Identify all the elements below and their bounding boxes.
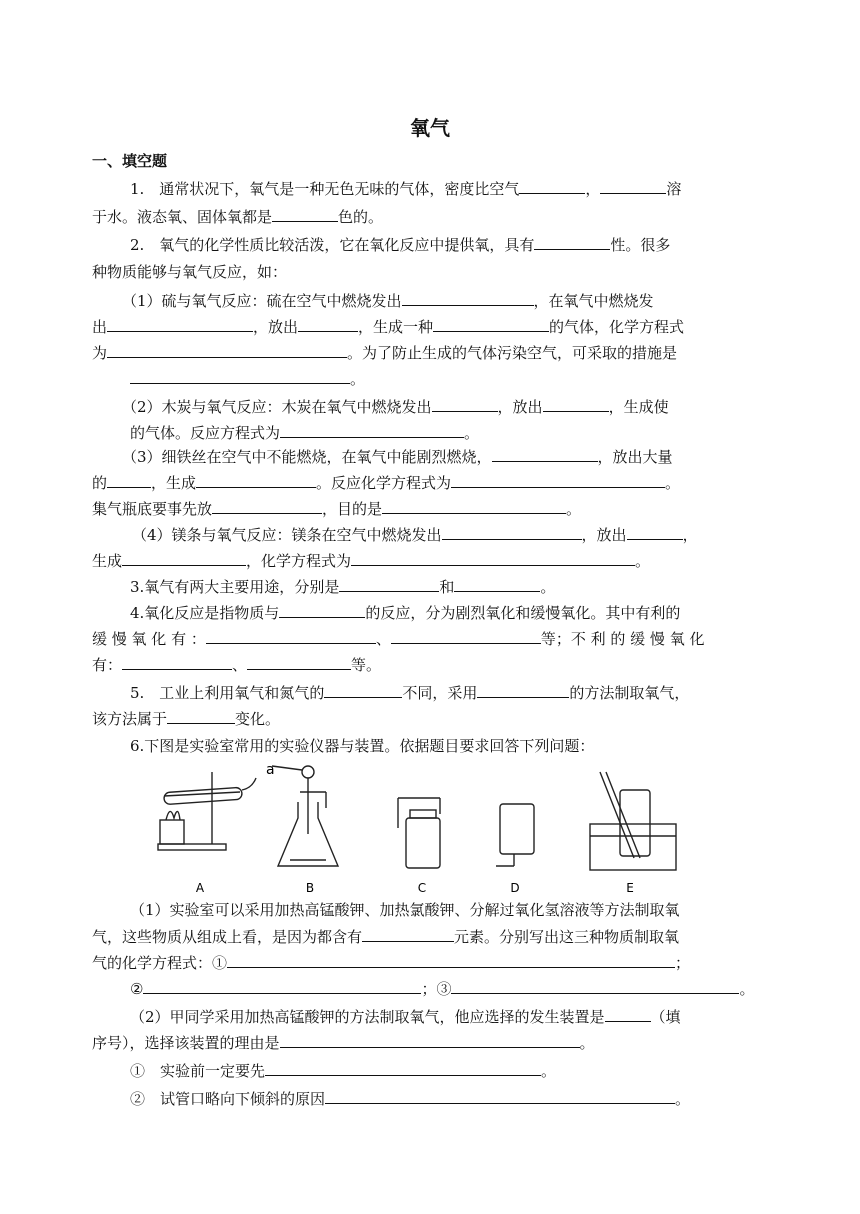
text-line: 生成 ，化学方程式为 。 [92, 552, 651, 570]
text-line: 的气体。反应方程式为 。 [130, 424, 480, 442]
blank-field[interactable] [451, 978, 739, 994]
apparatus-b [272, 766, 338, 866]
text-line: 序号），选择该装置的理由是 。 [92, 1034, 595, 1052]
apparatus-e [590, 772, 676, 870]
blank-field[interactable] [265, 1060, 541, 1076]
blank-field[interactable] [402, 290, 534, 306]
text-line: 为 。为了防止生成的气体污染空气，可采取的措施是 [92, 344, 678, 362]
text-line: （3）细铁丝在空气中不能燃烧，在氧气中能剧烈燃烧， ，放出大量 [122, 448, 673, 466]
blank-field[interactable] [627, 524, 683, 540]
text-line: 2. 氧气的化学性质比较活泼，它在氧化反应中提供氧，具有 性。很多 [130, 236, 671, 254]
text-line: 6.下图是实验室常用的实验仪器与装置。依据题目要求回答下列问题： [130, 737, 595, 755]
text-line: ② 试管口略向下倾斜的原因 。 [130, 1090, 691, 1108]
blank-field[interactable] [196, 472, 316, 488]
blank-field[interactable] [206, 628, 376, 644]
blank-field[interactable] [247, 654, 351, 670]
blank-field[interactable] [122, 654, 232, 670]
blank-field[interactable] [107, 342, 347, 358]
blank-field[interactable] [122, 550, 246, 566]
text-line: （4）镁条与氧气反应：镁条在空气中燃烧发出 ，放出 ， [132, 526, 698, 544]
blank-field[interactable] [534, 234, 610, 250]
text-line: 3.氧气有两大主要用途，分别是 和 。 [130, 578, 556, 596]
text-line: ① 实验前一定要先 。 [130, 1062, 557, 1080]
figure-label-c: C [417, 881, 427, 895]
text-line: 5. 工业上利用氧气和氮气的 不同，采用 的方法制取氧气， [130, 684, 690, 702]
blank-field[interactable] [519, 178, 585, 194]
blank-field[interactable] [107, 316, 253, 332]
figure-label-d: D [510, 881, 520, 895]
blank-field[interactable] [298, 316, 358, 332]
text-line: 的 ，生成 。反应化学方程式为 。 [92, 474, 681, 492]
blank-field[interactable] [143, 978, 421, 994]
text-line: （1）硫与氧气反应：硫在空气中燃烧发出 ，在氧气中燃烧发 [122, 292, 654, 310]
blank-field[interactable] [454, 576, 540, 592]
figure-label-e: E [626, 881, 634, 895]
blank-field[interactable] [130, 368, 350, 384]
blank-field[interactable] [280, 1032, 580, 1048]
text-line: 4.氧化反应是指物质与 的反应，分为剧烈氧化和缓慢氧化。其中有利的 [130, 604, 681, 622]
text-line: ② ；③ 。 [130, 980, 755, 998]
text-line: 缓 慢 氧 化 有 ： 、 等；不 利 的 缓 慢 氧 化 [92, 630, 705, 648]
blank-field[interactable] [477, 682, 569, 698]
blank-field[interactable] [325, 1088, 675, 1104]
blank-field[interactable] [543, 396, 609, 412]
text-line: 气的化学方程式：① ； [92, 954, 691, 972]
blank-field[interactable] [432, 396, 498, 412]
text-line: 于水。液态氧、固体氧都是 色的。 [92, 208, 384, 226]
apparatus-a [158, 772, 256, 850]
lab-apparatus-figure [150, 762, 690, 897]
blank-field[interactable] [280, 422, 464, 438]
text-line: 出 ，放出 ，生成一种 的气体，化学方程式 [92, 318, 685, 336]
blank-field[interactable] [451, 472, 665, 488]
blank-field[interactable] [391, 628, 541, 644]
blank-field[interactable] [272, 206, 338, 222]
blank-field[interactable] [324, 682, 402, 698]
blank-field[interactable] [107, 472, 151, 488]
blank-field[interactable] [167, 708, 235, 724]
text-line: 。 [130, 368, 365, 389]
text-line: 有： 、 等。 [92, 656, 382, 674]
figure-label-b: B [305, 881, 315, 895]
blank-field[interactable] [382, 498, 566, 514]
blank-field[interactable] [433, 316, 549, 332]
blank-field[interactable] [351, 550, 635, 566]
text-line: 集气瓶底要事先放 ，目的是 。 [92, 500, 582, 518]
apparatus-d [496, 804, 534, 866]
blank-field[interactable] [442, 524, 582, 540]
text-line: 1. 通常状况下，氧气是一种无色无味的气体，密度比空气 ， 溶 [130, 180, 682, 198]
text-line: 该方法属于 变化。 [92, 710, 281, 728]
text-line: 种物质能够与氧气反应，如： [92, 263, 288, 281]
blank-field[interactable] [362, 926, 454, 942]
blank-field[interactable] [279, 602, 365, 618]
blank-field[interactable] [605, 1006, 651, 1022]
section-heading: 一、填空题 [92, 152, 168, 170]
blank-field[interactable] [600, 178, 666, 194]
blank-field[interactable] [492, 446, 598, 462]
blank-field[interactable] [227, 952, 675, 968]
apparatus-c [398, 798, 440, 868]
blank-field[interactable] [339, 576, 439, 592]
text-line: （1）实验室可以采用加热高锰酸钾、加热氯酸钾、分解过氧化氢溶液等方法制取氧 [130, 901, 680, 919]
text-line: （2）甲同学采用加热高锰酸钾的方法制取氧气，他应选择的发生装置是 （填 [130, 1008, 681, 1026]
page-title: 氧气 [410, 116, 450, 140]
funnel-label: a [266, 762, 275, 778]
text-line: 气，这些物质从组成上看，是因为都含有 元素。分别写出这三种物质制取氧 [92, 928, 680, 946]
text-line: （2）木炭与氧气反应：木炭在氧气中燃烧发出 ，放出 ，生成使 [122, 398, 669, 416]
figure-label-a: A [195, 881, 205, 895]
blank-field[interactable] [212, 498, 322, 514]
